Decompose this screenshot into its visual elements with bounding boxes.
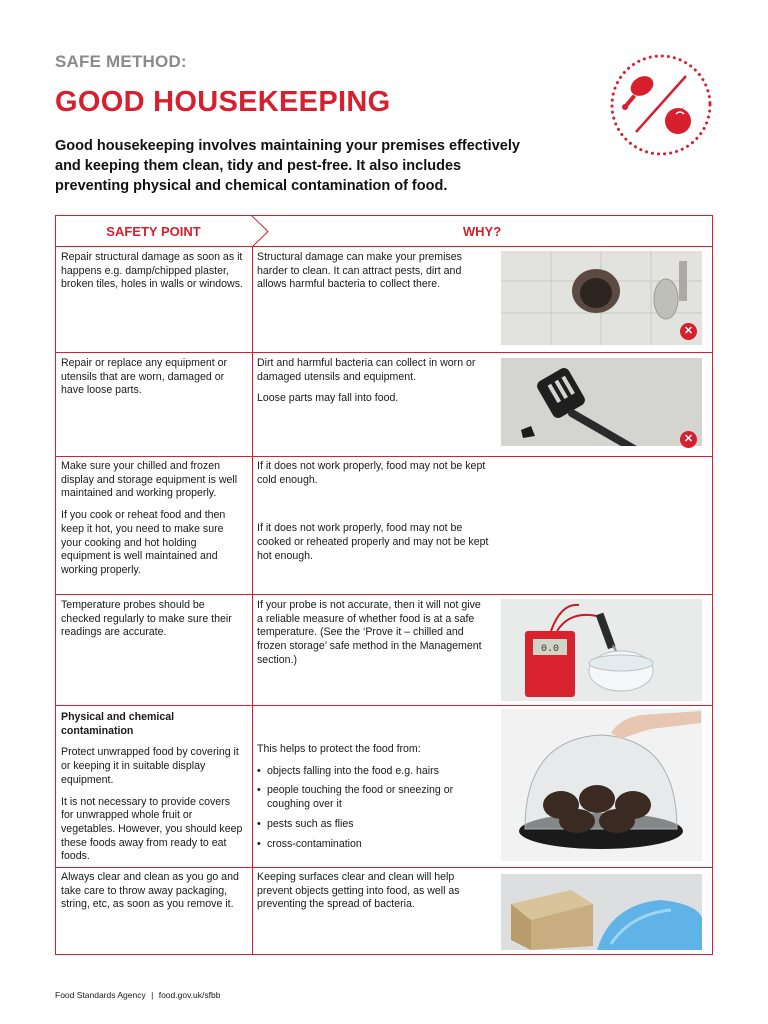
why-cell bbox=[257, 357, 489, 414]
safety-point-text: Protect unwrapped food by covering it or keeping it in suitable display equipment. bbox=[61, 746, 239, 786]
why-cell bbox=[257, 743, 489, 857]
safety-point-cell bbox=[61, 460, 245, 586]
why-text: Loose parts may fall into food. bbox=[257, 392, 399, 405]
section-heading: Physical and chemical contamination bbox=[61, 711, 175, 737]
why-cell bbox=[257, 871, 489, 920]
why-intro: This helps to protect the food from: bbox=[257, 743, 421, 755]
why-text: If your probe is not accurate, then it will not give a reliable measure of whether food is at a safe temperature. (See the ‘Prove it – chilled and frozen storage’ safe method in the Management section.) bbox=[257, 599, 482, 666]
chicken-tomato-separation-icon bbox=[608, 52, 714, 158]
footer-link[interactable]: food.gov.uk/sfbb bbox=[158, 990, 221, 1000]
why-text: If it does not work properly, food may not be kept cold enough. bbox=[257, 460, 486, 486]
table-header bbox=[56, 216, 712, 247]
why-text: If it does not work properly, food may not be cooked or reheated properly and may not be kept hot enough. bbox=[257, 522, 489, 562]
table-row bbox=[56, 706, 712, 868]
why-cell bbox=[257, 599, 489, 676]
list-item: • people touching the food or sneezing or coughing over it bbox=[257, 784, 489, 811]
list-item: • objects falling into the food e.g. hairs bbox=[257, 765, 489, 779]
column-header-why: WHY? bbox=[462, 224, 502, 239]
page-title: GOOD HOUSEKEEPING bbox=[55, 86, 391, 118]
safety-point-text: Make sure your chilled and frozen display and storage equipment is well maintained and working properly. bbox=[61, 460, 238, 500]
safety-point-text: Always clear and clean as you go and take care to throw away packaging, string, etc, as soon as you remove it. bbox=[61, 871, 239, 911]
safety-point-text: It is not necessary to provide covers for unwrapped whole fruit or vegetables. However, you should keep these foods away from ready to eat foods. bbox=[61, 795, 243, 863]
cross-icon: ✕ bbox=[680, 323, 697, 340]
safety-point-text: If you cook or reheat food and then keep it hot, you need to make sure your cooking and hot holding equipment is well maintained and working properly. bbox=[61, 509, 226, 576]
list-item: • pests such as flies bbox=[257, 818, 489, 832]
table-row bbox=[56, 595, 712, 706]
why-cell bbox=[257, 251, 489, 300]
intro-paragraph: Good housekeeping involves maintaining your premises effectively and keeping them clean, tidy and pest-free. It also includes preventing physical and chemical contamination of food. bbox=[55, 138, 520, 194]
safety-point-cell bbox=[61, 251, 245, 300]
table-row bbox=[56, 868, 712, 955]
column-header-safety-point: SAFETY POINT bbox=[106, 224, 201, 239]
covered-muffins-photo bbox=[501, 709, 702, 861]
table-row bbox=[56, 247, 712, 353]
safety-table bbox=[55, 215, 713, 955]
safety-point-cell bbox=[61, 599, 245, 648]
safety-point-text: Repair structural damage as soon as it happens e.g. damp/chipped plaster, broken tiles, holes in walls or windows. bbox=[61, 251, 243, 291]
damaged-tiled-wall-photo bbox=[501, 251, 702, 345]
safety-point-cell bbox=[61, 357, 245, 406]
footer-org: Food Standards Agency bbox=[55, 990, 146, 1000]
broken-spatula-photo bbox=[501, 358, 702, 446]
header-kicker: SAFE METHOD: bbox=[55, 52, 187, 71]
footer bbox=[55, 990, 220, 1000]
safety-point-cell bbox=[61, 711, 245, 872]
temperature-probe-photo bbox=[501, 599, 702, 701]
packaging-box-photo bbox=[501, 874, 702, 950]
safety-point-cell bbox=[61, 871, 245, 920]
why-cell bbox=[257, 460, 489, 572]
why-text: Dirt and harmful bacteria can collect in worn or damaged utensils and equipment. bbox=[257, 357, 476, 383]
probe-reading: 0.0 bbox=[540, 644, 560, 655]
table-row bbox=[56, 353, 712, 457]
table-row bbox=[56, 457, 712, 595]
why-bullet-list bbox=[257, 765, 489, 852]
footer-separator: | bbox=[151, 990, 154, 1000]
list-item: • cross-contamination bbox=[257, 838, 489, 852]
why-text: Keeping surfaces clear and clean will help prevent objects getting into food, as well as preventing the spread of bacteria. bbox=[257, 871, 460, 911]
cross-icon: ✕ bbox=[680, 431, 697, 448]
why-text: Structural damage can make your premises harder to clean. It can attract pests, dirt and allows harmful bacteria to collect there. bbox=[257, 251, 462, 291]
safety-point-text: Temperature probes should be checked regularly to make sure their readings are accurate. bbox=[61, 599, 232, 639]
safety-point-text: Repair or replace any equipment or utensils that are worn, damaged or have loose parts. bbox=[61, 357, 228, 397]
